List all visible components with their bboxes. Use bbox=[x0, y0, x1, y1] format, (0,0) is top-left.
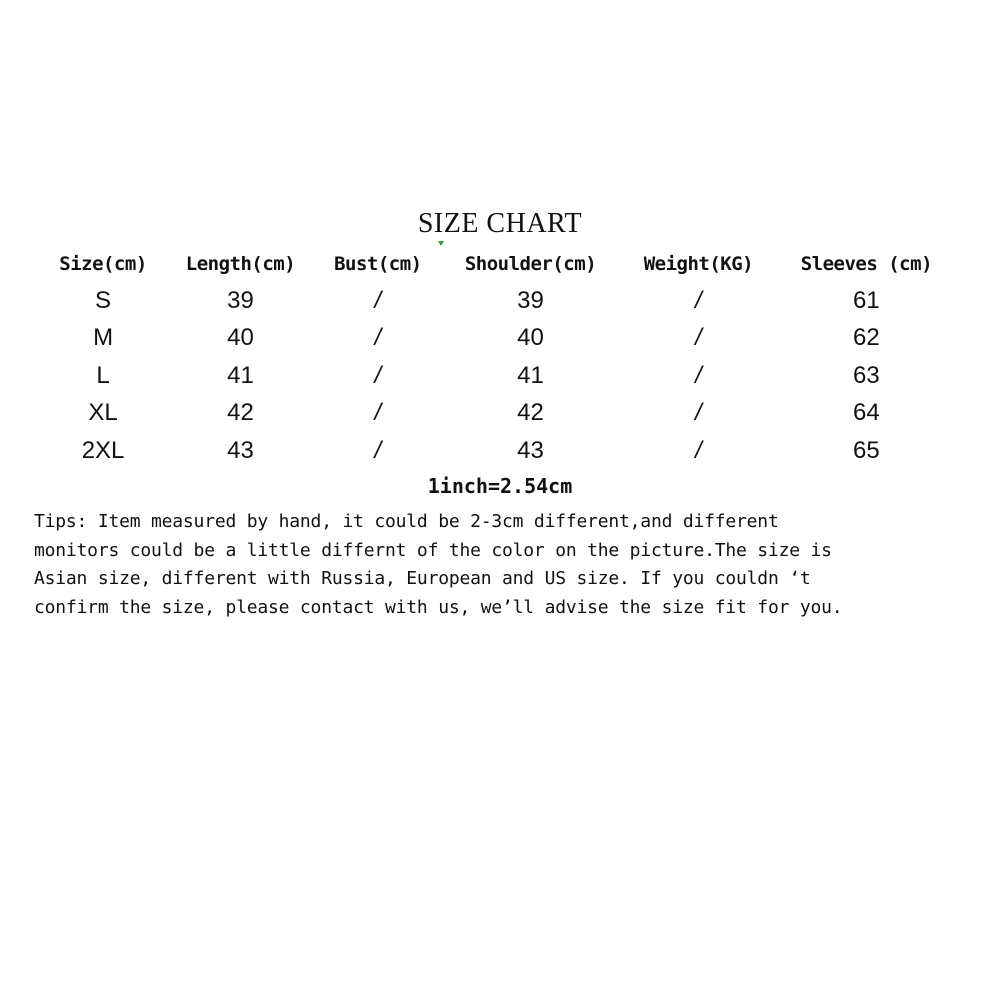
cell-bust: / bbox=[374, 324, 382, 352]
table-row bbox=[42, 320, 958, 358]
cell-weight: / bbox=[695, 361, 702, 389]
cell-length: 43 bbox=[227, 436, 254, 464]
cell-weight: / bbox=[695, 436, 702, 464]
cell-shoulder: 43 bbox=[517, 436, 544, 464]
cell-sleeves: 64 bbox=[853, 399, 880, 427]
cell-shoulder: 41 bbox=[517, 361, 544, 389]
tips-line: confirm the size, please contact with us, we’ll advise the size fit for you. bbox=[34, 596, 843, 618]
tips-paragraph bbox=[34, 508, 964, 622]
cell-length: 39 bbox=[227, 286, 254, 314]
header-bust: Bust(cm) bbox=[334, 253, 422, 275]
cell-shoulder: 39 bbox=[517, 286, 544, 314]
cell-size: M bbox=[93, 324, 114, 352]
cell-size: S bbox=[95, 286, 112, 314]
cell-bust: / bbox=[374, 399, 382, 427]
tips-line: monitors could be a little differnt of the color on the picture.The size is bbox=[34, 539, 832, 561]
cell-length: 42 bbox=[227, 399, 254, 427]
cell-sleeves: 63 bbox=[853, 361, 880, 389]
header-shoulder: Shoulder(cm) bbox=[464, 253, 597, 275]
cell-weight: / bbox=[695, 324, 702, 352]
cell-length: 40 bbox=[227, 324, 254, 352]
header-sleeves: Sleeves (cm) bbox=[800, 253, 933, 275]
inch-conversion-note: 1inch=2.54cm bbox=[427, 474, 573, 498]
table-header-row bbox=[42, 246, 958, 282]
cell-bust: / bbox=[374, 286, 382, 314]
cell-length: 41 bbox=[227, 361, 254, 389]
cell-size: XL bbox=[88, 399, 118, 427]
table-row bbox=[42, 432, 958, 470]
table-row bbox=[42, 357, 958, 395]
cell-sleeves: 65 bbox=[853, 436, 880, 464]
cell-shoulder: 40 bbox=[517, 324, 544, 352]
cell-sleeves: 62 bbox=[853, 324, 880, 352]
cell-size: L bbox=[96, 361, 110, 389]
table-row bbox=[42, 282, 958, 320]
cell-size: 2XL bbox=[81, 436, 125, 464]
cell-weight: / bbox=[695, 399, 702, 427]
tips-line: Asian size, different with Russia, European and US size. If you couldn ‘t bbox=[34, 568, 811, 589]
cell-shoulder: 42 bbox=[517, 399, 544, 427]
table-row bbox=[42, 395, 958, 433]
cell-sleeves: 61 bbox=[853, 286, 880, 314]
cell-bust: / bbox=[374, 436, 382, 464]
size-table bbox=[42, 246, 958, 470]
cell-bust: / bbox=[374, 361, 382, 389]
cell-weight: / bbox=[695, 286, 702, 314]
size-chart-title: SIZE CHART bbox=[417, 208, 583, 239]
tips-line: Tips: Item measured by hand, it could be 2-3cm different,and different bbox=[34, 511, 779, 532]
header-size: Size(cm) bbox=[59, 253, 147, 275]
header-weight: Weight(KG) bbox=[643, 253, 754, 275]
header-length: Length(cm) bbox=[185, 253, 296, 275]
